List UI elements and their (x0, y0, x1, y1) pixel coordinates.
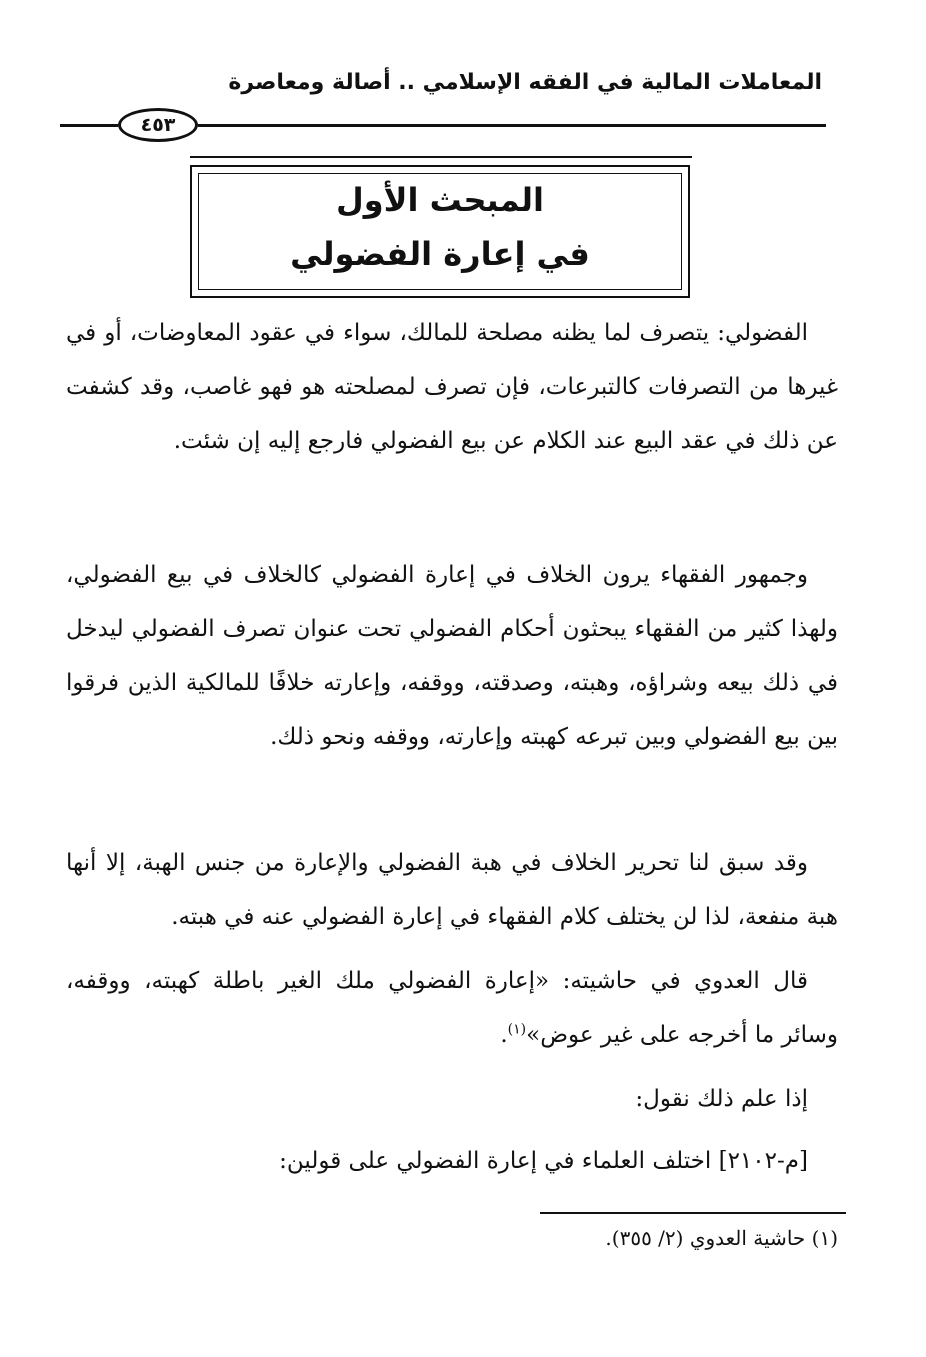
paragraph-definition: الفضولي: يتصرف لما يظنه مصلحة للمالك، سواء في عقود المعاوضات، أو في غيرها من التصرفات كالتبرعات، فإن تصرف لمصلحته هو فهو غاصب، وقد كشفت عن ذلك في عقد البيع عند الكلام عن بيع الفضولي فارجع إليه إن شئت. (66, 320, 838, 454)
footnote-separator (540, 1212, 846, 1214)
page-number: ٤٥٣ (118, 108, 198, 142)
footnote-reference: (١) (507, 1021, 527, 1038)
paragraph-majority-view: وجمهور الفقهاء يرون الخلاف في إعارة الفضولي كالخلاف في بيع الفضولي، ولهذا كثير من الفقهاء يبحثون أحكام الفضولي تحت عنوان تصرف الفضولي ليدخل في ذلك بيعه وشراؤه، وهبته، وصدقته، ووقفه، وإعارته خلافًا للمالكية الذين فرقوا بين بيع الفضولي وبين تبرعه كهبته وإعارته، ووقفه ونحو ذلك. (66, 562, 838, 750)
section-title-line2: في إعارة الفضولي (290, 235, 590, 273)
header-rule-right (198, 124, 826, 127)
paragraph-previous-discussion: وقد سبق لنا تحرير الخلاف في هبة الفضولي والإعارة من جنس الهبة، إلا أنها هبة منفعة، لذا لن يختلف كلام الفقهاء في إعارة الفضولي عنه في هبته. (66, 850, 838, 930)
paragraph-quote-adawi (66, 954, 838, 1062)
quote-end-punct: . (500, 1022, 508, 1048)
paragraph-issue-number: [م-٢١٠٢] اختلف العلماء في إعارة الفضولي على قولين: (279, 1148, 808, 1174)
section-title-top-rule (190, 156, 692, 158)
paragraph-transition: إذا علم ذلك نقول: (635, 1086, 808, 1112)
quote-text: قال العدوي في حاشيته: «إعارة الفضولي ملك الغير باطلة كهبته، ووقفه، وسائر ما أخرجه على غير عوض» (66, 968, 838, 1048)
footnote-1: (١) حاشية العدوي (٢/ ٣٥٥). (605, 1226, 838, 1250)
section-title-box (190, 165, 690, 298)
header-rule-left (60, 124, 118, 127)
section-title-line1: المبحث الأول (335, 181, 545, 219)
running-header-title: المعاملات المالية في الفقه الإسلامي .. أصالة ومعاصرة (228, 70, 822, 95)
